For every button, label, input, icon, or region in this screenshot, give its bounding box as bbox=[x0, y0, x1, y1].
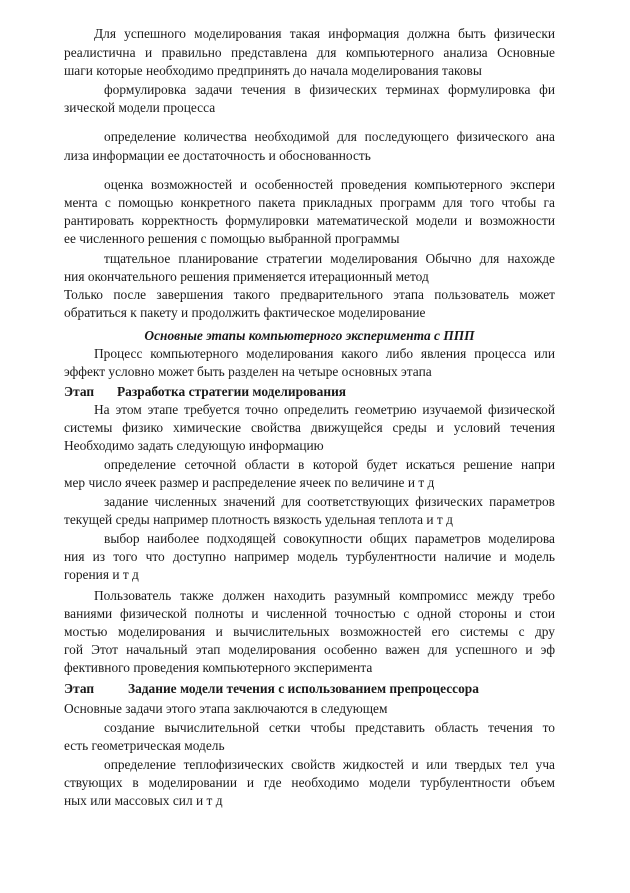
list-item-line: ных или массовых сил и т д bbox=[64, 793, 223, 808]
stage-title: Разработка стратегии моделирования bbox=[117, 384, 347, 399]
list-item-line: ствующих в моделировании и где необходимо модели турбулентности объем bbox=[64, 775, 555, 790]
stage-label: Этап bbox=[64, 681, 95, 696]
list-item-line: текущей среды например плотность вязкость удельная теплота и т д bbox=[64, 512, 453, 527]
paragraph-line: эффект условно может быть разделен на четыре основных этапа bbox=[64, 364, 432, 379]
list-item-line: выбор наиболее подходящей совокупности общих параметров моделирова bbox=[104, 531, 555, 546]
list-item-line: лиза информации ее достаточность и обоснованность bbox=[64, 148, 371, 163]
list-item-line: тщательное планирование стратегии моделирования Обычно для нахожде bbox=[104, 251, 555, 266]
paragraph-line: мостью моделирования и вычислительных возможностей его системы с дру bbox=[64, 624, 555, 639]
paragraph-line: Основные задачи этого этапа заключаются в следующем bbox=[64, 701, 388, 716]
paragraph-line: фективного проведения компьютерного эксперимента bbox=[64, 660, 373, 675]
paragraph-line: Для успешного моделирования такая информация должна быть физически bbox=[94, 26, 555, 41]
list-item-line: задание численных значений для соответствующих физических параметров bbox=[104, 494, 555, 509]
list-item-line: определение сеточной области в которой будет искаться решение напри bbox=[104, 457, 555, 472]
list-item-line: ния окончательного решения применяется итерационный метод bbox=[64, 269, 429, 284]
paragraph-line: Необходимо задать следующую информацию bbox=[64, 438, 324, 453]
list-item-line: рантировать корректность формулировки математической модели и возможности bbox=[64, 213, 555, 228]
section-heading: Основные этапы компьютерного эксперимента с ППП bbox=[144, 328, 475, 343]
paragraph-line: Только после завершения такого предварительного этапа пользователь может bbox=[64, 287, 555, 302]
list-item-line: определение количества необходимой для последующего физического ана bbox=[104, 129, 555, 144]
paragraph-line: обратиться к пакету и продолжить фактическое моделирование bbox=[64, 305, 426, 320]
list-item-line: зической модели процесса bbox=[64, 100, 216, 115]
stage-heading bbox=[64, 680, 555, 698]
stage-label: Этап bbox=[64, 384, 95, 399]
paragraph-line: На этом этапе требуется точно определить геометрию изучаемой физической bbox=[94, 402, 555, 417]
list-item-line: горения и т д bbox=[64, 567, 139, 582]
paragraph-line: шаги которые необходимо предпринять до начала моделирования таковы bbox=[64, 63, 482, 78]
list-item-line: мер число ячеек размер и распределение ячеек по величине и т д bbox=[64, 475, 435, 490]
list-item-line: есть геометрическая модель bbox=[64, 738, 225, 753]
paragraph-line: системы физико химические свойства движущейся среды и условий течения bbox=[64, 420, 555, 435]
list-item-line: оценка возможностей и особенностей проведения компьютерного экспери bbox=[104, 177, 555, 192]
stage-title: Задание модели течения с использованием препроцессора bbox=[128, 681, 479, 696]
stage-heading bbox=[64, 383, 555, 401]
list-item-line: формулировка задачи течения в физических терминах формулировка фи bbox=[104, 82, 555, 97]
paragraph-line: Пользователь также должен находить разумный компромисс между требо bbox=[94, 588, 555, 603]
paragraph-line: реалистична и правильно представлена для компьютерного анализа Основные bbox=[64, 45, 555, 60]
list-item-line: определение теплофизических свойств жидкостей и или твердых тел уча bbox=[104, 757, 555, 772]
list-item-line: ее численного решения с помощью выбранной программы bbox=[64, 231, 400, 246]
list-item-line: создание вычислительной сетки чтобы представить область течения то bbox=[104, 720, 555, 735]
paragraph-line: ваниями физической полноты и численной точностью с одной стороны и стои bbox=[64, 606, 555, 621]
paragraph-line: гой Этот начальный этап моделирования особенно важен для успешного и эф bbox=[64, 642, 555, 657]
paragraph-line: Процесс компьютерного моделирования какого либо явления процесса или bbox=[94, 346, 555, 361]
list-item-line: ния из того что доступно например модель турбулентности наличие и модель bbox=[64, 549, 555, 564]
list-item-line: мента с помощью конкретного пакета прикладных программ для того чтобы га bbox=[64, 195, 555, 210]
